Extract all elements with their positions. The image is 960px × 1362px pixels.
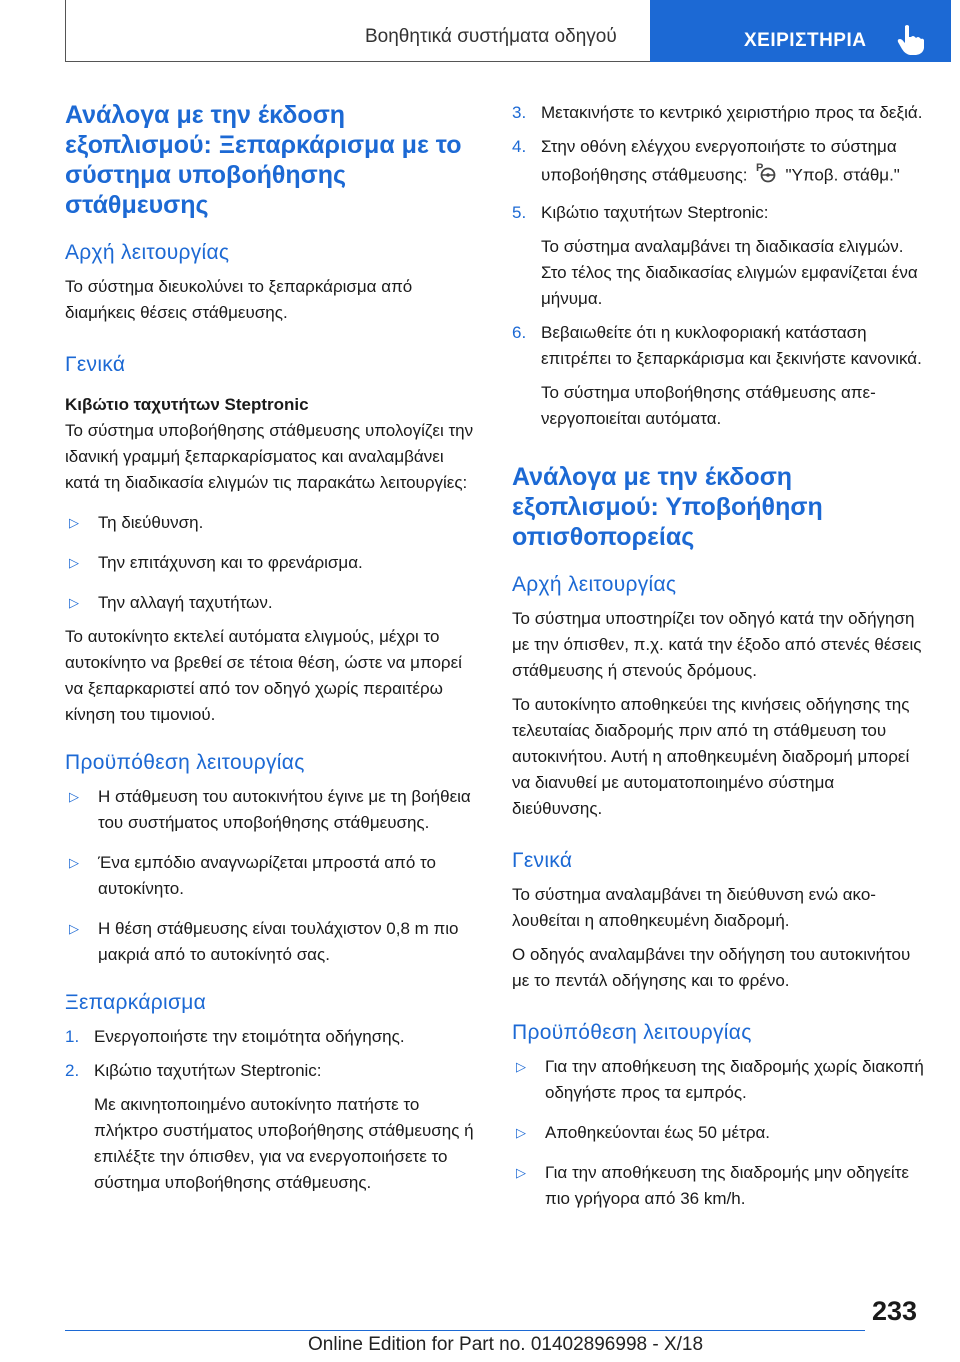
edition-note: Online Edition for Part no. 01402896998 - X/18 (308, 1334, 704, 1355)
subheading-steptronic: Κιβώτιο ταχυτήτων Steptronic (65, 395, 309, 414)
step-item: 4. Στην οθόνη ελέγχου ενεργοποιήστε το σύστημα υποβοήθησης στάθμευσης: P "Υποβ. στάθμ." (512, 134, 924, 192)
subheading-prerequisite: Προϋπόθεση λειτουργίας (65, 751, 305, 774)
list-item: ▷ Αποθηκεύονται έως 50 μέτρα. (512, 1120, 924, 1146)
section-title: Βοηθητικά συστήματα οδηγού (365, 26, 617, 47)
subheading-general: Γενικά (512, 849, 573, 872)
parking-assistant-icon (755, 160, 777, 192)
chapter-tab (650, 0, 951, 62)
page-number: 233 (872, 1296, 918, 1326)
step-item: 2. Κιβώτιο ταχυτήτων Steptronic: (65, 1061, 322, 1080)
list-item: ▷ Την αλλαγή ταχυτήτων. (65, 590, 477, 616)
step-item: 5. Κιβώτιο ταχυτήτων Steptronic: (512, 203, 769, 222)
subheading-principle: Αρχή λειτουργίας (65, 241, 230, 264)
subheading-general: Γενικά (65, 353, 126, 376)
triangle-bullet-icon: ▷ (69, 555, 79, 570)
paragraph: Το αυτοκίνητο εκτελεί αυτόματα ελιγμούς, μέχρι το αυτοκίνητο να βρεθεί σε τέτοια θέση, ώστε να μπορεί να ξεπαρκαριστεί από τον οδηγό χωρίς περαιτέρω κίνηση του τιμονιού. (65, 627, 462, 724)
triangle-bullet-icon: ▷ (516, 1059, 526, 1074)
subheading-prerequisite: Προϋπόθεση λειτουργίας (512, 1021, 752, 1044)
paragraph: Ο οδηγός αναλαμβάνει την οδήγηση του αυτοκινήτου με το πεντάλ οδήγησης και το φρένο. (512, 945, 911, 990)
list-item: ▷ Την επιτάχυνση και το φρενάρισμα. (65, 550, 477, 576)
hand-pointer-icon (896, 24, 926, 61)
svg-text:P: P (756, 162, 764, 174)
step-detail: Το σύστημα υποβοήθησης στάθμευσης απενεργοποιείται αυτόματα. (541, 383, 876, 428)
subheading-principle: Αρχή λειτουργίας (512, 573, 677, 596)
step-item: 6. Βεβαιωθείτε ότι η κυκλοφοριακή κατάσταση επιτρέπει το ξεπαρκάρισμα και ξεκινήστε κανονικά. (512, 323, 922, 368)
list-item: ▷ Για την αποθήκευση της διαδρομής χωρίς διακοπή οδηγήστε προς τα εμπρός. (512, 1054, 924, 1106)
step-detail: Με ακινητοποιημένο αυτοκίνητο πατήστε το πλήκτρο συστήματος υποβοήθησης στάθμευσης ή επιλέξτε την όπισθεν, για να ενεργοποιήσετε το σύστημα υποβοήθησης στάθμευσης. (94, 1095, 474, 1192)
list-item: ▷ Ένα εμπόδιο αναγνωρίζεται μπροστά από το αυτοκίνητο. (65, 850, 477, 902)
triangle-bullet-icon: ▷ (516, 1125, 526, 1140)
footer-divider (65, 1330, 865, 1331)
paragraph: Το αυτοκίνητο αποθηκεύει της κινήσεις οδήγησης της τελευταίας διαδρομής πριν από τη στάθμευση του αυτοκινήτου. Αυτή η αποθηκευμένη διαδρομή μπορεί να διανυθεί με αυτοματοποιημένο σύστημα διεύθυνσης. (512, 695, 910, 818)
triangle-bullet-icon: ▷ (69, 921, 79, 936)
paragraph: Το σύστημα αναλαμβάνει τη διεύθυνση ενώ ακολουθείται η αποθηκευμένη διαδρομή. (512, 885, 876, 930)
subheading-unparking: Ξεπαρκάρισμα (65, 991, 207, 1014)
right-column (512, 100, 924, 1226)
list-item: ▷ Η θέση στάθμευσης είναι τουλάχιστον 0,8 m πιο μακριά από το αυτοκίνητό σας. (65, 916, 477, 968)
step-detail: Το σύστημα αναλαμβάνει τη διαδικασία ελιγμών. Στο τέλος της διαδικασίας ελιγμών εμφανίζεται ένα μήνυμα. (541, 237, 918, 308)
section-heading: Ανάλογα με την έκδοση εξοπλισμού: Ξεπαρκάρισμα με το σύστημα υποβοήθησης στάθμευσης (65, 101, 462, 219)
list-item: ▷ Η στάθμευση του αυτοκινήτου έγινε με τη βοήθεια του συστήματος υποβοήθησης στάθμευσης. (65, 784, 477, 836)
paragraph: Το σύστημα υποβοήθησης στάθμευσης υπολογίζει την ιδανική γραμμή ξεπαρκαρίσματος και αναλαμβάνει κατά τη διαδικασία ελιγμών τις παρακάτω λειτουργίες: (65, 421, 474, 492)
triangle-bullet-icon: ▷ (69, 595, 79, 610)
triangle-bullet-icon: ▷ (516, 1165, 526, 1180)
paragraph: Το σύστημα υποστηρίζει τον οδηγό κατά την οδήγηση με την όπισθεν, π.χ. κατά την έξοδο από στενές θέσεις στάθμευσης ή στενούς δρόμους. (512, 609, 922, 680)
list-item: ▷ Τη διεύθυνση. (65, 510, 477, 536)
step-item: 1. Ενεργοποιήστε την ετοιμότητα οδήγησης. (65, 1027, 405, 1046)
list-item: ▷ Για την αποθήκευση της διαδρομής μην οδηγείτε πιο γρήγορα από 36 km/h. (512, 1160, 924, 1212)
triangle-bullet-icon: ▷ (69, 789, 79, 804)
triangle-bullet-icon: ▷ (69, 515, 79, 530)
step-item: 3. Μετακινήστε το κεντρικό χειριστήριο προς τα δεξιά. (512, 103, 923, 122)
section-heading: Ανάλογα με την έκδοση εξοπλισμού: Υποβοήθηση οπισθοπορείας (512, 463, 823, 551)
paragraph: Το σύστημα διευκολύνει το ξεπαρκάρισμα από διαμήκεις θέσεις στάθμευσης. (65, 277, 413, 322)
triangle-bullet-icon: ▷ (69, 855, 79, 870)
left-column (65, 100, 477, 1204)
chapter-tab-label: ΧΕΙΡΙΣΤΗΡΙΑ (744, 30, 867, 51)
